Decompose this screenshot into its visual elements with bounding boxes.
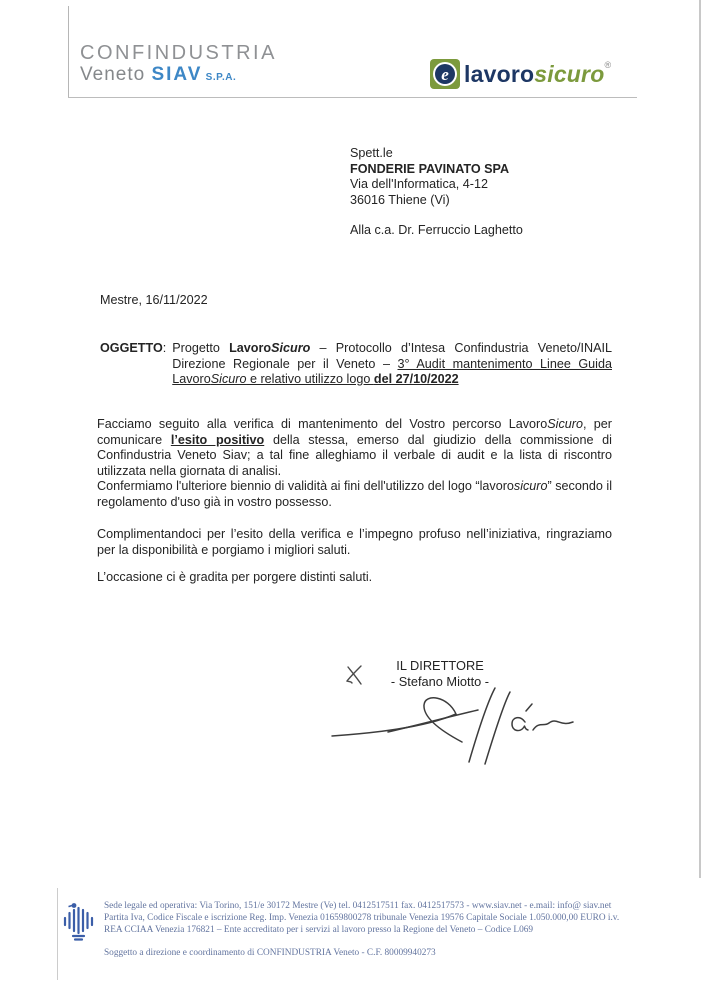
registered-trademark-symbol: ® — [604, 60, 612, 70]
recipient-company: FONDERIE PAVINATO SPA — [350, 161, 510, 176]
recipient-attention: Alla c.a. Dr. Ferruccio Laghetto — [350, 223, 523, 238]
letterhead-vertical-rule — [68, 6, 69, 97]
footer-text — [104, 901, 619, 960]
body-seg: Sicuro — [547, 417, 583, 431]
handwritten-signature — [328, 683, 578, 768]
body-seg: Confermiamo l'ulteriore biennio di validità ai fini dell'utilizzo del logo “lavoro — [97, 479, 514, 493]
body-seg: Facciamo seguito alla verifica di mantenimento del Vostro percorso Lavoro — [97, 417, 548, 431]
confindustria-eagle-icon — [62, 901, 94, 941]
brand-siav: SIAV — [151, 64, 203, 86]
brand-line-veneto-siav — [80, 64, 277, 85]
brand-veneto: Veneto — [80, 64, 152, 86]
body-paragraph-1a — [97, 417, 612, 479]
body-paragraph-1b — [97, 479, 612, 510]
scan-edge-left — [57, 888, 58, 980]
svg-text:e: e — [441, 65, 449, 84]
body-paragraph-2: Complimentandoci per l’esito della verifica e l’impegno profuso nell’iniziativa, ringraziamo per la disponibilità e porgiamo i migliori saluti. — [97, 527, 612, 557]
subject-seg: 3° Audit mantenimento Linee Guida Lavoro — [172, 356, 612, 387]
footer-line-4: Soggetto a direzione e coordinamento di CONFINDUSTRIA Veneto - C.F. 80009940273 — [104, 948, 436, 959]
lavorosicuro-logo — [430, 59, 611, 89]
body-seg: l’esito positivo — [170, 432, 265, 447]
confindustria-wordmark — [80, 42, 277, 86]
subject-label: OGGETTO — [100, 341, 163, 355]
recipient-address-city: 36016 Thiene (Vi) — [350, 192, 450, 207]
brand-spa: S.P.A. — [202, 72, 237, 84]
body-paragraph-3: L’occasione ci è gradita per porgere distinti saluti. — [97, 570, 373, 584]
body-seg: , per comunicare — [97, 417, 612, 447]
subject-seg: Progetto — [172, 341, 230, 355]
letterhead-horizontal-rule — [68, 97, 637, 98]
scan-edge-right — [699, 0, 701, 878]
body-seg: ” secondo il regolamento d'uso già in vostro possesso. — [97, 479, 612, 509]
logo-word-lavoro: lavoro — [464, 61, 535, 87]
signatory-title: IL DIRETTORE — [396, 658, 484, 673]
recipient-salutation: Spett.le — [350, 146, 393, 160]
logo-word-sicuro: sicuro — [534, 61, 605, 87]
subject-seg: del 27/10/2022 — [373, 372, 459, 387]
subject-text — [172, 341, 612, 388]
subject-seg: – Protocollo d’Intesa Confindustria Veneto/INAIL Direzione Regionale per il Veneto – — [172, 341, 612, 371]
date-line: Mestre, 16/11/2022 — [100, 293, 208, 307]
subject-seg: Sicuro — [210, 372, 247, 387]
body-seg: sicuro — [513, 479, 548, 493]
subject-colon: : — [162, 341, 167, 355]
footer-line-2: Partita Iva, Codice Fiscale e iscrizione Reg. Imp. Venezia 01659800278 tribunale Venezia 19576 Capitale Sociale 1.050.000,00 EURO i.v. — [104, 912, 620, 923]
subject-seg: Sicuro — [271, 341, 311, 355]
footer — [62, 901, 694, 960]
lavorosicuro-swirl-icon — [430, 59, 460, 89]
subject-seg: Lavoro — [229, 341, 272, 355]
body-seg: della stessa, emerso dal giudizio della commissione di Confindustria Veneto Siav; a tal fine alleghiamo il verbale di audit e la lista di riscontro utilizzata nella giornata di analisi. — [97, 432, 612, 478]
footer-line-3: REA CCIAA Venezia 176821 – Ente accreditato per i servizi al lavoro presso la Regione del Veneto – Codice L069 — [104, 924, 534, 935]
body-paragraph-1 — [97, 417, 612, 510]
subject-block — [100, 341, 612, 388]
signatory-name: - Stefano Miotto - — [390, 674, 490, 689]
lavorosicuro-wordmark — [464, 60, 611, 88]
brand-line-confindustria: CONFINDUSTRIA — [80, 42, 277, 64]
recipient-address-street: Via dell'Informatica, 4-12 — [350, 177, 488, 192]
footer-line-1: Sede legale ed operativa: Via Torino, 151/e 30172 Mestre (Ve) tel. 0412517511 fax. 0412517573 - www.siav.net - e.mail: info@ siav.net — [104, 901, 612, 911]
recipient-block — [350, 146, 523, 239]
subject-seg: e relativo utilizzo logo — [246, 372, 374, 387]
